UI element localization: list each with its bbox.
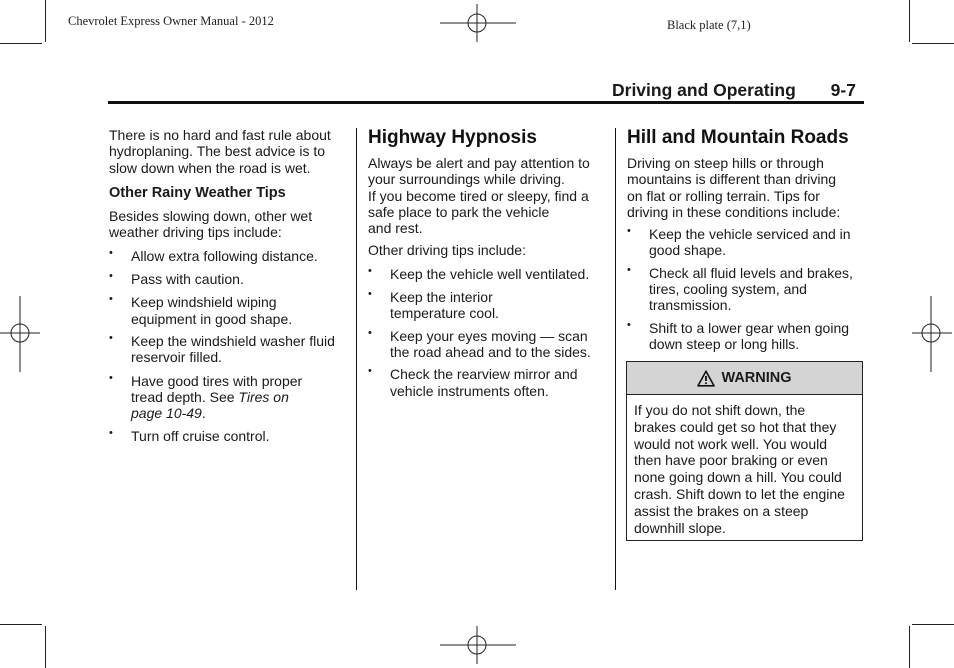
plate-number: Black plate (7,1): [667, 18, 751, 32]
crop-mark: [45, 626, 46, 668]
tips-list: [368, 266, 608, 399]
list-item: • Keep the windshield washer fluid reservoir filled.: [109, 333, 354, 366]
list-item: • Keep the vehicle well ventilated.: [368, 266, 608, 282]
subheading: Other Rainy Weather Tips: [109, 184, 286, 201]
list-item: • Keep the vehicle serviced and in good shape.: [627, 226, 867, 259]
list-item: • Check all fluid levels and brakes, tires, cooling system, and transmission.: [627, 265, 867, 314]
page-number: 9-7: [830, 80, 856, 100]
plate-title: Chevrolet Express Owner Manual - 2012: [68, 14, 274, 28]
column-2: [368, 127, 608, 399]
registration-mark-top: [440, 4, 516, 42]
crop-mark: [912, 43, 954, 44]
running-header: [612, 80, 856, 101]
list-item: • Keep your eyes moving — scan the road ahead and to the sides.: [368, 328, 608, 361]
intro-paragraph: There is no hard and fast rule about hydroplaning. The best advice is to slow down when the road is wet.: [109, 127, 331, 176]
crop-mark: [912, 624, 954, 625]
registration-mark-bottom: [440, 626, 516, 664]
warning-label: WARNING: [721, 370, 792, 386]
list-item: • Check the rearview mirror and vehicle instruments often.: [368, 366, 608, 399]
section-heading: Hill and Mountain Roads: [627, 127, 849, 148]
list-item: • Pass with caution.: [109, 271, 354, 287]
paragraph: Driving on steep hills or through mountains is different than driving on flat or rolling terrain. Tips for driving in these conditions include:: [627, 155, 841, 220]
crop-mark: [0, 624, 42, 625]
tips-list: [109, 248, 354, 445]
crop-mark: [0, 43, 42, 44]
list-item: • Keep the interior temperature cool.: [368, 289, 608, 322]
lead-paragraph: Besides slowing down, other wet weather driving tips include:: [109, 208, 313, 241]
warning-text: If you do not shift down, the brakes could get so hot that they would not work well. You would then have poor braking or even none going down a hill. You could crash. Shift down to let the engine assist the brakes on a steep downhill slope.: [634, 402, 845, 536]
warning-box: [626, 361, 863, 541]
crop-mark: [45, 0, 46, 42]
cross-reference-link[interactable]: Tires on: [238, 388, 289, 405]
column-divider: [356, 128, 357, 590]
column-1: [109, 127, 354, 445]
header-rule: [108, 101, 864, 104]
crop-mark: [909, 0, 910, 42]
registration-mark-right: [912, 296, 952, 372]
list-item: • Keep windshield wiping equipment in good shape.: [109, 294, 354, 327]
registration-mark-left: [0, 296, 40, 372]
list-item: • Turn off cruise control.: [109, 428, 354, 444]
warning-header: [627, 362, 862, 395]
lead-paragraph: Other driving tips include:: [368, 242, 526, 259]
crop-mark: [909, 626, 910, 668]
tips-list: [627, 226, 867, 352]
cross-reference-page[interactable]: page 10-49: [131, 405, 202, 422]
list-item: • Shift to a lower gear when going down steep or long hills.: [627, 320, 867, 353]
section-title: Driving and Operating: [612, 80, 796, 100]
paragraph: Always be alert and pay attention to your surroundings while driving. If you become tired or sleepy, find a safe place to park the vehicle and rest.: [368, 155, 590, 237]
column-3: [627, 127, 867, 352]
list-item: • Have good tires with proper tread depth. See Tires on page 10-49.: [109, 373, 354, 422]
column-divider: [615, 128, 616, 590]
list-item: • Allow extra following distance.: [109, 248, 354, 264]
warning-triangle-icon: [697, 370, 715, 387]
section-heading: Highway Hypnosis: [368, 127, 537, 148]
